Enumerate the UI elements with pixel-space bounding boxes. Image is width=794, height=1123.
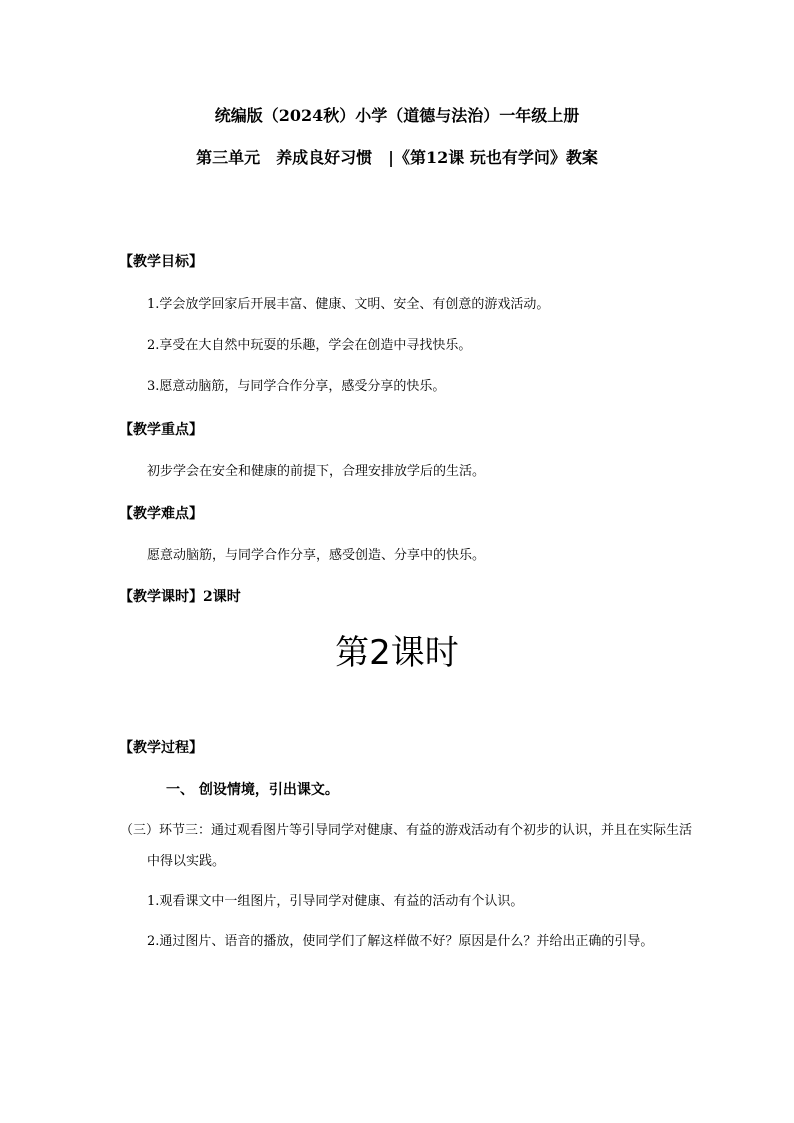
difficulties-text: 愿意动脑筋，与同学合作分享，感受创造、分享中的快乐。 [147,548,486,563]
process-heading: 【教学过程】 [119,740,203,756]
difficulties-heading: 【教学难点】 [119,506,203,522]
document-title: 统编版（2024秋）小学（道德与法治）一年级上册 [214,106,580,125]
process-step-3: （三）环节三：通过观看图片等引导同学对健康、有益的游戏活动有个初步的认识，并且在实际生活中得以实践。 [120,823,693,869]
objective-item-2: 2.享受在大自然中玩耍的乐趣，学会在创造中寻找快乐。 [147,338,472,353]
periods-heading: 【教学课时】2课时 [119,589,241,605]
lesson-title: 第2课时 [335,633,459,673]
key-points-heading: 【教学重点】 [119,422,203,438]
process-item-2: 2.通过图片、语音的播放，使同学们了解这样做不好？原因是什么？并给出正确的引导。 [147,934,654,949]
objective-item-3: 3.愿意动脑筋，与同学合作分享，感受分享的快乐。 [147,379,446,394]
process-section-1: 一、 创设情境，引出课文。 [166,782,339,798]
process-item-1: 1.观看课文中一组图片，引导同学对健康、有益的活动有个认识。 [147,894,524,909]
objective-item-1: 1.学会放学回家后开展丰富、健康、文明、安全、有创意的游戏活动。 [147,297,550,312]
key-points-text: 初步学会在安全和健康的前提下，合理安排放学后的生活。 [147,464,486,479]
document-subtitle: 第三单元 养成良好习惯 |《第12课 玩也有学问》教案 [196,148,598,167]
objectives-heading: 【教学目标】 [119,254,203,270]
